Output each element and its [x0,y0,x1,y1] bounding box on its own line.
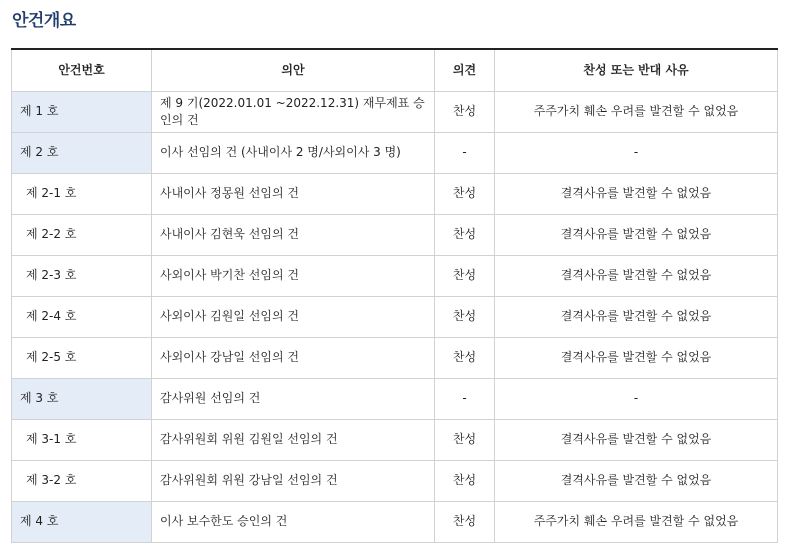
table-row [12,132,778,173]
opinion-cell: - [435,378,495,419]
agenda-number-cell: 제 4 호 [12,501,152,542]
agenda-number-cell: 제 1 호 [12,91,152,132]
agenda-cell: 사외이사 강남일 선임의 건 [152,337,435,378]
agenda-number-cell: 제 2-3 호 [12,255,152,296]
agenda-cell: 감사위원 선임의 건 [152,378,435,419]
agenda-cell: 이사 보수한도 승인의 건 [152,501,435,542]
reason-cell: 결격사유를 발견할 수 없었음 [495,419,778,460]
table-row [12,214,778,255]
agenda-cell: 사내이사 김현욱 선임의 건 [152,214,435,255]
table-row [12,91,778,132]
table-header-row [12,49,778,91]
reason-cell: 결격사유를 발견할 수 없었음 [495,460,778,501]
agenda-cell: 감사위원회 위원 김원일 선임의 건 [152,419,435,460]
reason-cell: 결격사유를 발견할 수 없었음 [495,255,778,296]
agenda-number-cell: 제 2 호 [12,132,152,173]
opinion-cell: - [435,132,495,173]
reason-cell: 주주가치 훼손 우려를 발견할 수 없었음 [495,501,778,542]
agenda-cell: 사외이사 박기찬 선임의 건 [152,255,435,296]
opinion-cell: 찬성 [435,296,495,337]
opinion-cell: 찬성 [435,337,495,378]
agenda-number-cell: 제 2-2 호 [12,214,152,255]
table-row [12,460,778,501]
opinion-cell: 찬성 [435,214,495,255]
table-row [12,296,778,337]
header-agenda-number: 안건번호 [12,49,152,91]
table-row [12,255,778,296]
header-opinion: 의견 [435,49,495,91]
reason-cell: 결격사유를 발견할 수 없었음 [495,173,778,214]
agenda-number-cell: 제 3 호 [12,378,152,419]
opinion-cell: 찬성 [435,255,495,296]
table-row [12,173,778,214]
agenda-number-cell: 제 2-5 호 [12,337,152,378]
agenda-cell: 사외이사 김원일 선임의 건 [152,296,435,337]
reason-cell: 결격사유를 발견할 수 없었음 [495,214,778,255]
agenda-cell: 감사위원회 위원 강남일 선임의 건 [152,460,435,501]
opinion-cell: 찬성 [435,501,495,542]
section-title: 안건개요 [12,11,76,31]
reason-cell: 결격사유를 발견할 수 없었음 [495,337,778,378]
table-row [12,337,778,378]
table-row [12,419,778,460]
table-row [12,378,778,419]
agenda-cell: 이사 선임의 건 (사내이사 2 명/사외이사 3 명) [152,132,435,173]
reason-cell: 결격사유를 발견할 수 없었음 [495,296,778,337]
opinion-cell: 찬성 [435,419,495,460]
agenda-number-cell: 제 2-1 호 [12,173,152,214]
agenda-cell: 제 9 기(2022.01.01 ~2022.12.31) 재무제표 승인의 건 [152,91,435,132]
header-agenda: 의안 [152,49,435,91]
opinion-cell: 찬성 [435,91,495,132]
opinion-cell: 찬성 [435,173,495,214]
header-reason: 찬성 또는 반대 사유 [495,49,778,91]
agenda-table [11,48,778,543]
agenda-cell: 사내이사 정몽원 선임의 건 [152,173,435,214]
opinion-cell: 찬성 [435,460,495,501]
agenda-number-cell: 제 2-4 호 [12,296,152,337]
reason-cell: 주주가치 훼손 우려를 발견할 수 없었음 [495,91,778,132]
agenda-number-cell: 제 3-1 호 [12,419,152,460]
agenda-number-cell: 제 3-2 호 [12,460,152,501]
reason-cell: - [495,132,778,173]
reason-cell: - [495,378,778,419]
table-row [12,501,778,542]
